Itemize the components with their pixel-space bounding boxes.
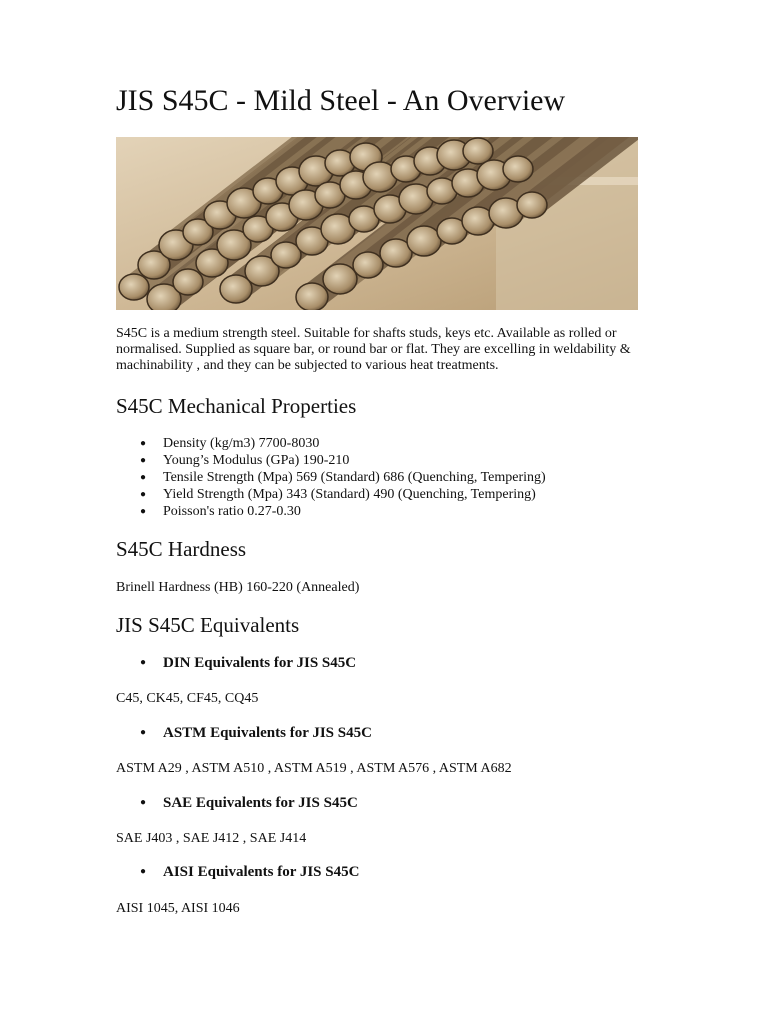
astm-equivalents-values: ASTM A29 , ASTM A510 , ASTM A519 , ASTM A576 , ASTM A682 bbox=[116, 761, 512, 776]
din-equivalents-label: ● DIN Equivalents for JIS S45C bbox=[140, 655, 357, 671]
hardness-text: Brinell Hardness (HB) 160-220 (Annealed) bbox=[116, 580, 360, 595]
bullet-icon: ● bbox=[140, 797, 147, 808]
list-item: ● Poisson's ratio 0.27-0.30 bbox=[140, 504, 301, 519]
intro-paragraph: S45C is a medium strength steel. Suitable for shafts studs, keys etc. Available as rolled or normalised. Supplied as square bar, or round bar or flat. They are excelling in weldability & machinability , and they can be subjected to various heat treatments. bbox=[116, 326, 631, 373]
din-equivalents-values: C45, CK45, CF45, CQ45 bbox=[116, 691, 259, 706]
bullet-icon: ● bbox=[140, 866, 147, 877]
bullet-icon: ● bbox=[140, 455, 147, 466]
aisi-equivalents-values: AISI 1045, AISI 1046 bbox=[116, 901, 240, 916]
mechanical-properties-list bbox=[116, 435, 546, 520]
aisi-equivalents-label: ● AISI Equivalents for JIS S45C bbox=[140, 864, 360, 880]
bullet-icon: ● bbox=[140, 489, 147, 500]
bullet-icon: ● bbox=[140, 727, 147, 738]
list-item: ● Yield Strength (Mpa) 343 (Standard) 490 (Quenching, Tempering) bbox=[140, 487, 536, 502]
sae-equivalents-label: ● SAE Equivalents for JIS S45C bbox=[140, 795, 358, 811]
list-item: ● Young’s Modulus (GPa) 190-210 bbox=[140, 453, 350, 468]
bullet-icon: ● bbox=[140, 472, 147, 483]
equivalents-heading: JIS S45C Equivalents bbox=[116, 613, 300, 637]
bullet-icon: ● bbox=[140, 506, 147, 517]
astm-equivalents-label: ● ASTM Equivalents for JIS S45C bbox=[140, 725, 372, 741]
list-item: ● Density (kg/m3) 7700-8030 bbox=[140, 436, 320, 451]
page-title: JIS S45C - Mild Steel - An Overview bbox=[116, 84, 566, 117]
sae-equivalents-values: SAE J403 , SAE J412 , SAE J414 bbox=[116, 831, 307, 846]
steel-rods-photo bbox=[116, 137, 638, 310]
mechanical-properties-heading: S45C Mechanical Properties bbox=[116, 394, 357, 418]
list-item: ● Tensile Strength (Mpa) 569 (Standard) 686 (Quenching, Tempering) bbox=[140, 470, 546, 485]
bullet-icon: ● bbox=[140, 657, 147, 668]
hardness-heading: S45C Hardness bbox=[116, 537, 247, 561]
bullet-icon: ● bbox=[140, 438, 147, 449]
